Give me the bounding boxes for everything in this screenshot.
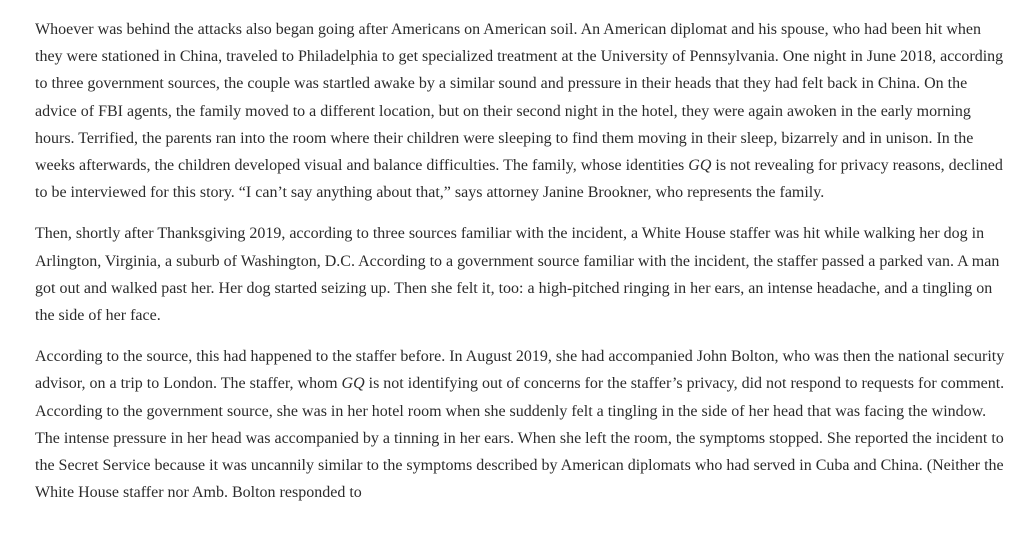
- paragraph-text: is not revealing for privacy reasons, declined to be interviewed for this story. “I can’t say anything about that,” says attorney Janine Brookner, who represents the family.: [35, 157, 1003, 202]
- article-paragraph-3: [35, 343, 1010, 506]
- article-paragraph-2: Then, shortly after Thanksgiving 2019, according to three sources familiar with the incident, a White House staffer was hit while walking her dog in Arlington, Virginia, a suburb of Washington, D.C. According to a government source familiar with the incident, the staffer passed a parked van. A man got out and walked past her. Her dog started seizing up. Then she felt it, too: a high-pitched ringing in her ears, an intense headache, and a tingling on the side of her face.: [35, 225, 1000, 325]
- publication-name: GQ: [688, 157, 712, 175]
- article-paragraph-1: [35, 16, 1010, 206]
- article-body: [35, 16, 1010, 520]
- paragraph-text: According to the source, this had happened to the staffer before. In August 2019, she had accompanied John Bolton, who was then the national security advisor, on a trip to London. The staffer, whom: [35, 348, 1005, 393]
- publication-name: GQ: [341, 375, 365, 393]
- paragraph-text: is not identifying out of concerns for the staffer’s privacy, did not respond to requests for comment. According to the government source, she was in her hotel room when she suddenly felt a tingling in the side of her head that was facing the window. The intense pressure in her head was accompanied by a tinning in her ears. When she left the room, the symptoms stopped. She reported the incident to the Secret Service because it was uncannily similar to the symptoms described by American diplomats who had served in Cuba and China. (Neither the White House staffer nor Amb. Bolton responded to: [35, 375, 1005, 502]
- paragraph-text: Whoever was behind the attacks also began going after Americans on American soil. An American diplomat and his spouse, who had been hit when they were stationed in China, traveled to Philadelphia to get specialized treatment at the University of Pennsylvania. One night in June 2018, according to three government sources, the couple was startled awake by a similar sound and pressure in their heads that they had felt back in China. On the advice of FBI agents, the family moved to a different location, but on their second night in the hotel, they were again awoken in the early morning hours. Terrified, the parents ran into the room where their children were sleeping to find them moving in their sleep, bizarrely and in unison. In the weeks afterwards, the children developed visual and balance difficulties. The family, whose identities: [35, 21, 1004, 175]
